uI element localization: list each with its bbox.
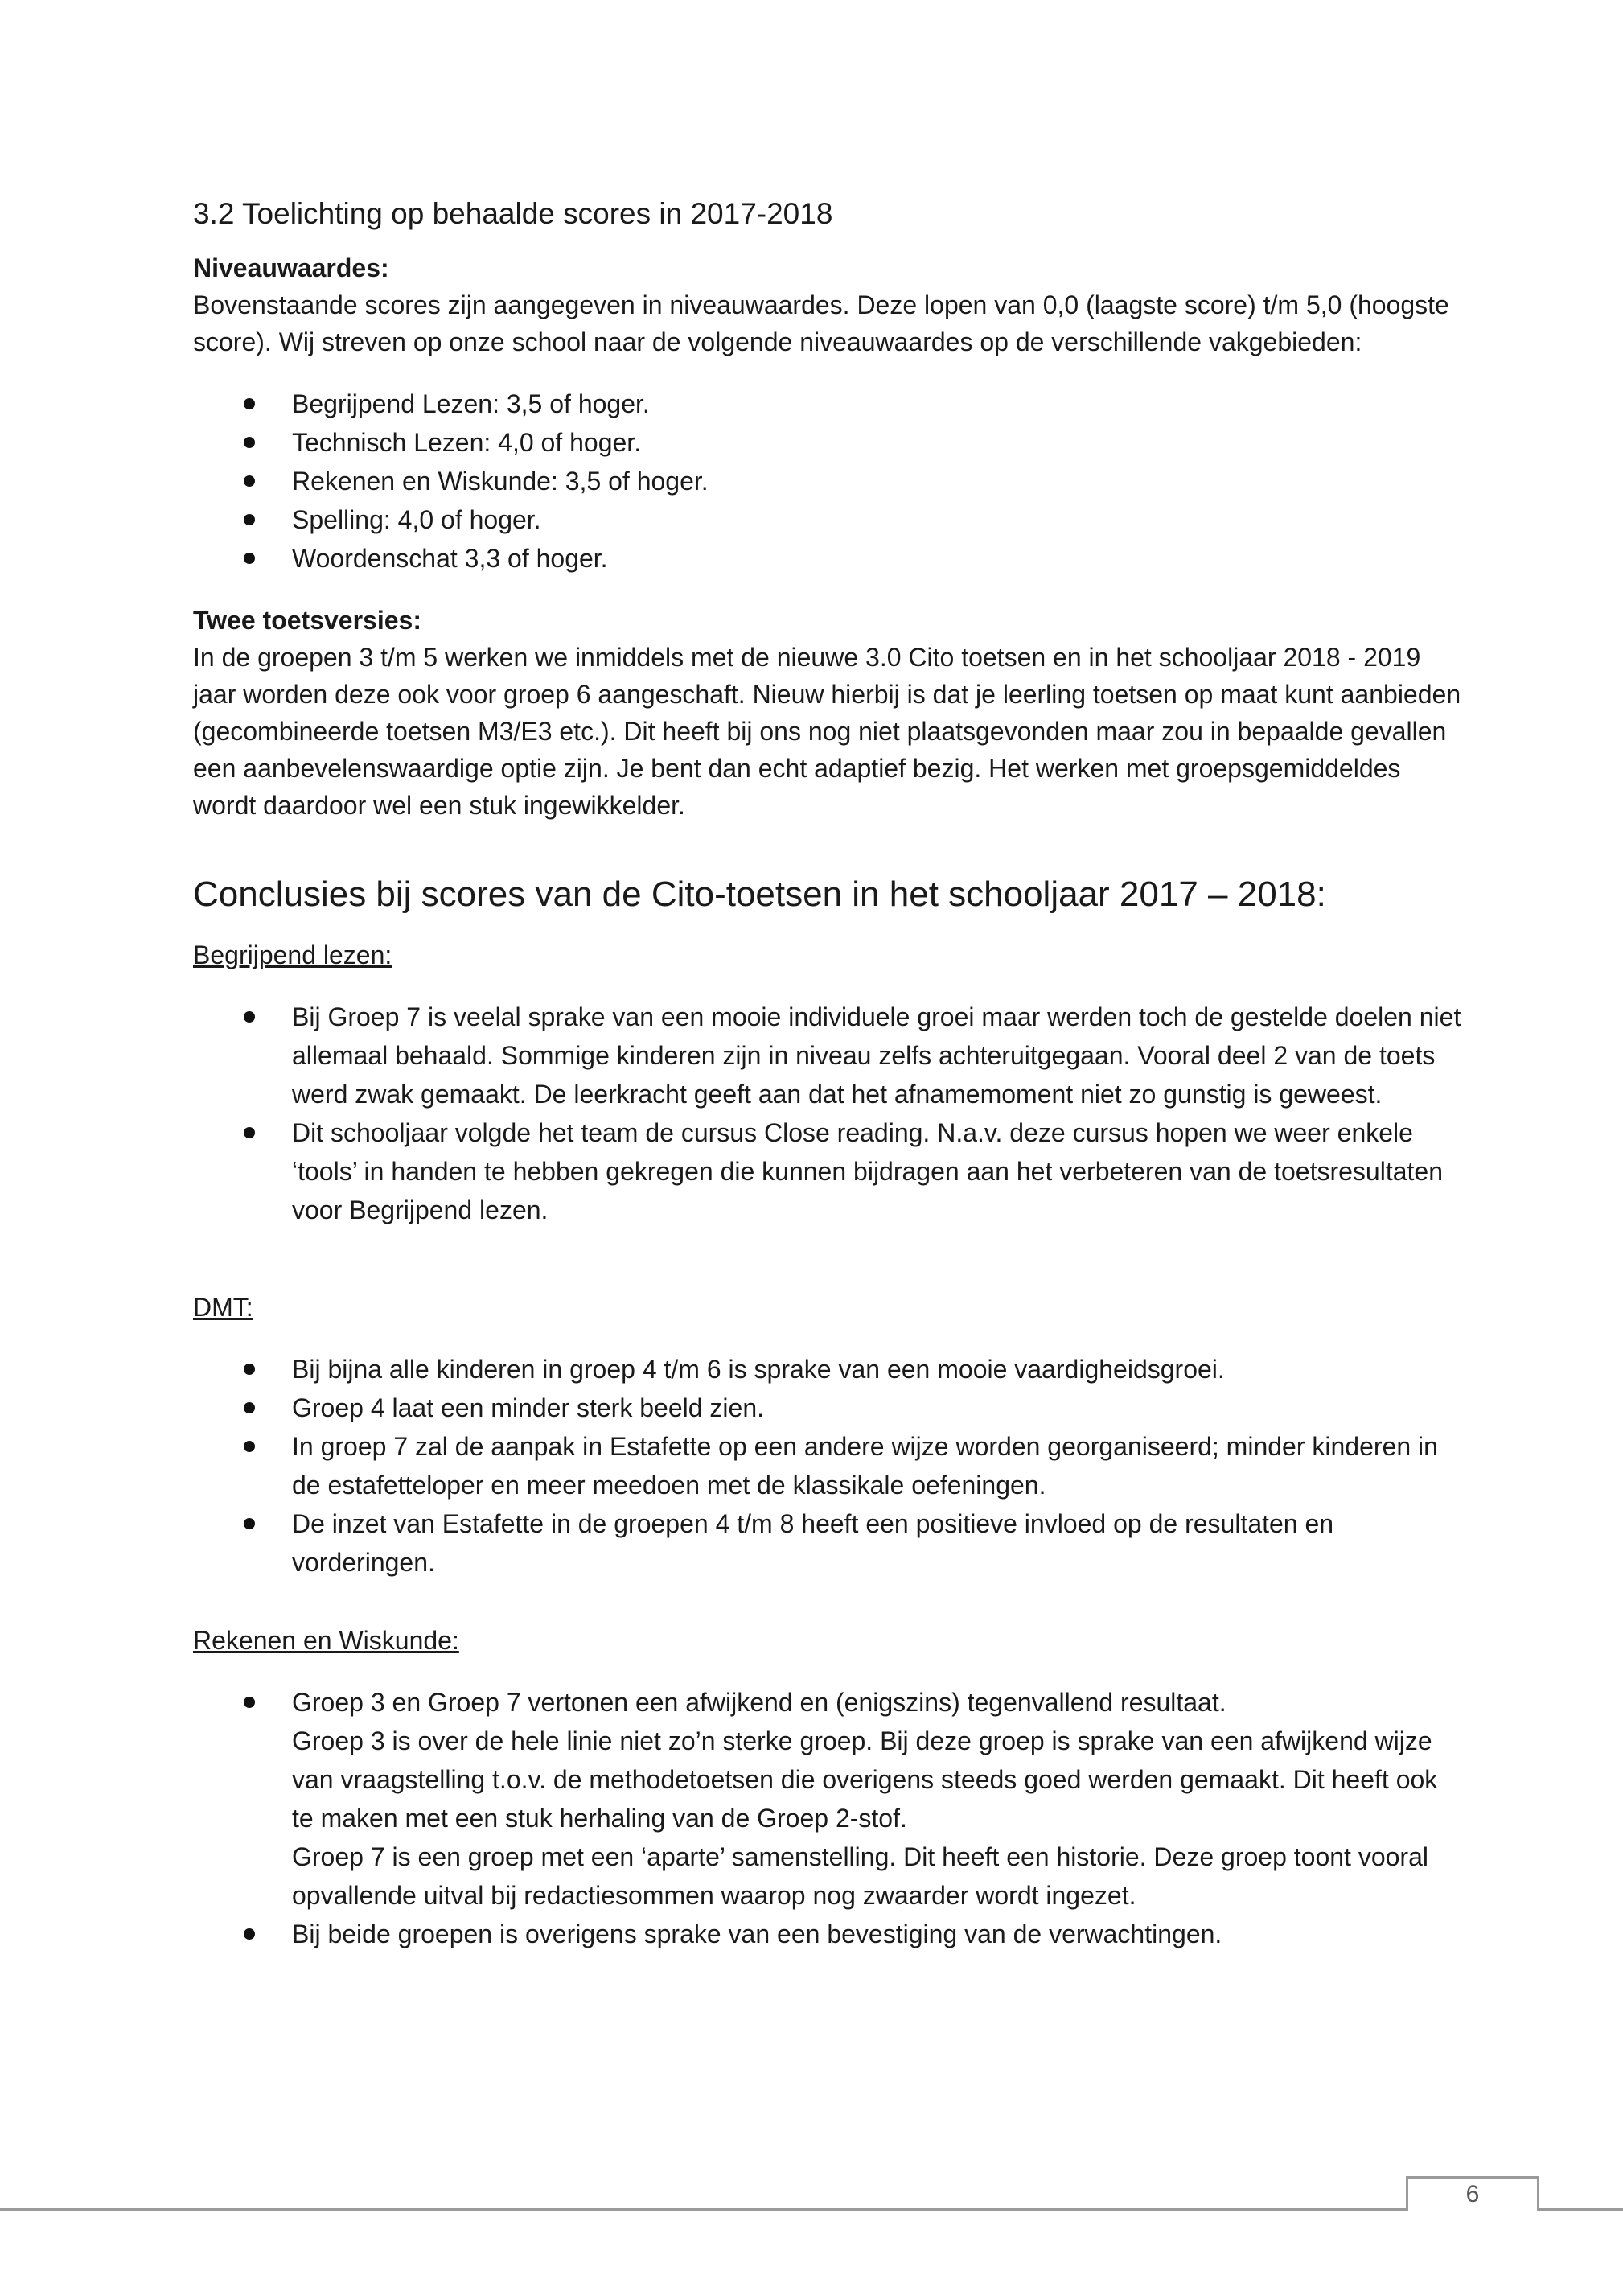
list-item: Bij bijna alle kinderen in groep 4 t/m 6 is sprake van een mooie vaardigheidsgroei.	[193, 1350, 1464, 1389]
toetsversies-text: In de groepen 3 t/m 5 werken we inmiddels met de nieuwe 3.0 Cito toetsen en in het schooljaar 2018 - 2019 jaar worden deze ook voor groep 6 aangeschaft. Nieuw hierbij is dat je leerling toetsen op maat kunt aanbieden (gecombineerde toetsen M3/E3 etc.). Dit heeft bij ons nog niet plaatsgevonden maar zou in bepaalde gevallen een aanbevelenswaardige optie zijn. Je bent dan echt adaptief bezig. Het werken met groepsgemiddeldes wordt daardoor wel een stuk ingewikkelder.	[193, 643, 1461, 820]
bullet-icon	[244, 398, 255, 409]
bullet-icon	[244, 1928, 255, 1940]
list-item: Bij Groep 7 is veelal sprake van een mooie individuele groei maar werden toch de gestelde doelen niet allemaal behaald. Sommige kinderen zijn in niveau zelfs achteruitgegaan. Vooral deel 2 van de toets werd zwak gemaakt. De leerkracht geeft aan dat het afnamemoment niet zo gunstig is geweest.	[193, 998, 1464, 1113]
niveau-heading: Niveauwaardes:	[193, 253, 389, 282]
list-item: Spelling: 4,0 of hoger.	[193, 500, 1464, 539]
page-number: 6	[1406, 2176, 1539, 2211]
bullet-icon	[244, 553, 255, 564]
bullet-icon	[244, 514, 255, 525]
list-item: Rekenen en Wiskunde: 3,5 of hoger.	[193, 462, 1464, 500]
bullet-icon	[244, 1697, 255, 1708]
begrijpend-list	[193, 998, 1464, 1229]
bullet-icon	[244, 1518, 255, 1529]
list-item: Bij beide groepen is overigens sprake van een bevestiging van de verwachtingen.	[193, 1915, 1464, 1953]
dmt-list	[193, 1350, 1464, 1582]
footer-divider	[0, 2208, 1623, 2211]
niveau-text: Bovenstaande scores zijn aangegeven in niveauwaardes. Deze lopen van 0,0 (laagste score) t/m 5,0 (hoogste score). Wij streven op onze school naar de volgende niveauwaardes op de verschillende vakgebieden:	[193, 290, 1449, 356]
bullet-icon	[244, 1011, 255, 1023]
list-item: Begrijpend Lezen: 3,5 of hoger.	[193, 385, 1464, 423]
rekenen-list	[193, 1683, 1464, 1953]
niveau-list	[193, 385, 1464, 578]
bullet-icon	[244, 437, 255, 448]
list-item: Dit schooljaar volgde het team de cursus Close reading. N.a.v. deze cursus hopen we weer enkele ‘tools’ in handen te hebben gekregen die kunnen bijdragen aan het verbeteren van de toetsresultaten voor Begrijpend lezen.	[193, 1113, 1464, 1229]
conclusies-heading: Conclusies bij scores van de Cito-toetsen in het schooljaar 2017 – 2018:	[193, 874, 1326, 914]
rekenen-label: Rekenen en Wiskunde:	[193, 1626, 459, 1655]
bullet-icon	[244, 1402, 255, 1413]
bullet-icon	[244, 1441, 255, 1452]
dmt-label: DMT:	[193, 1293, 253, 1322]
document-page	[193, 191, 1464, 1977]
bullet-icon	[244, 1127, 255, 1138]
list-item: Technisch Lezen: 4,0 of hoger.	[193, 423, 1464, 462]
list-item: De inzet van Estafette in de groepen 4 t/m 8 heeft een positieve invloed op de resultaten en vorderingen.	[193, 1504, 1464, 1582]
bullet-icon	[244, 475, 255, 487]
begrijpend-label: Begrijpend lezen:	[193, 940, 392, 969]
list-item: Groep 3 en Groep 7 vertonen een afwijkend en (enigszins) tegenvallend resultaat. Groep 3 is over de hele linie niet zo’n sterke groep. Bij deze groep is sprake van een afwijkend wijze van vraagstelling t.o.v. de methodetoetsen die overigens steeds goed werden gemaakt. Dit heeft ook te maken met een stuk herhaling van de Groep 2-stof. Groep 7 is een groep met een ‘aparte’ samenstelling. Dit heeft een historie. Deze groep toont vooral opvallende uitval bij redactiesommen waarop nog zwaarder wordt ingezet.	[193, 1683, 1464, 1915]
list-item: In groep 7 zal de aanpak in Estafette op een andere wijze worden georganiseerd; minder kinderen in de estafetteloper en meer meedoen met de klassikale oefeningen.	[193, 1427, 1464, 1504]
toetsversies-heading: Twee toetsversies:	[193, 606, 421, 635]
section-title: 3.2 Toelichting op behaalde scores in 2017-2018	[193, 197, 833, 230]
list-item: Groep 4 laat een minder sterk beeld zien.	[193, 1389, 1464, 1427]
bullet-icon	[244, 1364, 255, 1375]
list-item: Woordenschat 3,3 of hoger.	[193, 539, 1464, 578]
